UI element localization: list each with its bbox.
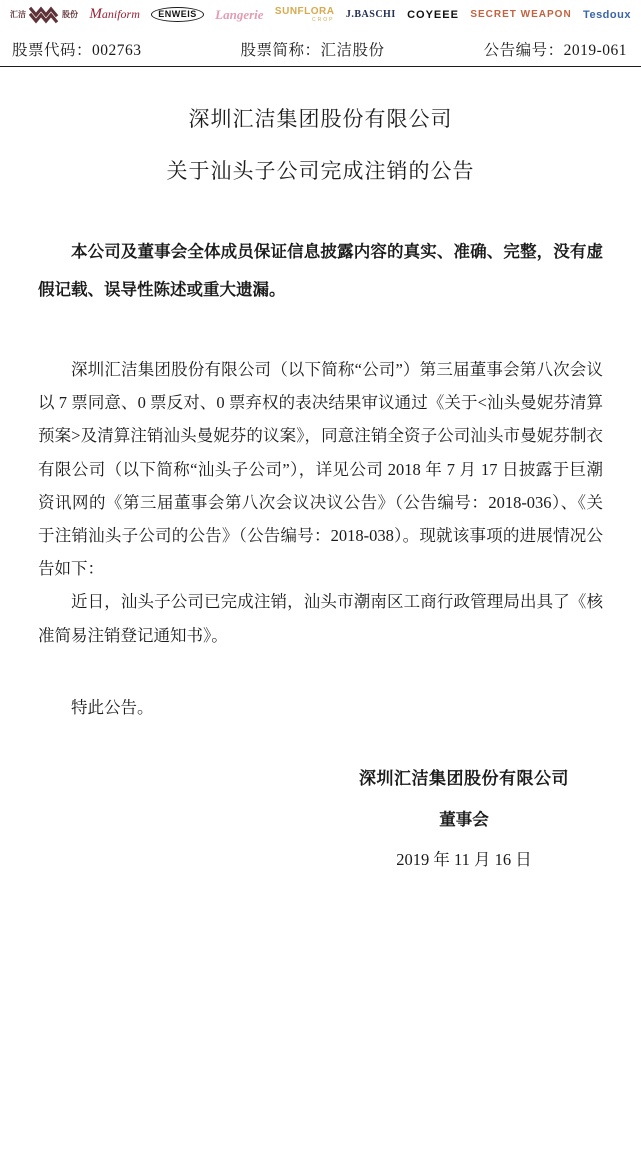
signature-date: 2019 年 11 月 16 日 [396, 849, 532, 869]
sunflora-logo-label: SUNFLORA [274, 5, 335, 17]
announcement-title: 关于汕头子公司完成注销的公告 [166, 159, 475, 183]
huijie-logo [10, 6, 78, 24]
signature-company: 深圳汇洁集团股份有限公司 [359, 768, 569, 788]
closing-statement: 特此公告。 [71, 697, 154, 717]
stock-code: 股票代码：002763 [12, 42, 142, 59]
brand-header [0, 0, 641, 26]
signature-board: 董事会 [439, 809, 489, 829]
stock-info-line [0, 26, 641, 64]
sunflora-logo-subtext: CROP [312, 16, 335, 23]
signature-block [359, 764, 569, 870]
coyeee-logo: COYEEE [407, 8, 459, 21]
enweis-logo: ENWEIS [151, 7, 204, 22]
announcement-number: 公告编号：2019-061 [483, 42, 627, 59]
body-paragraph-1: 深圳汇洁集团股份有限公司（以下简称“公司”）第三届董事会第八次会议以 7 票同意、0 票反对、0 票弃权的表决结果审议通过《关于<汕头曼妮芬清算预案>及清算注销汕头曼妮芬的议案》，同意注销全资子公司汕头市曼妮芬制衣有限公司（以下简称“汕头子公司”），详见公司 2018 年 7 月 17 日披露于巨潮资讯网的《第三届董事会第八次会议决议公告》（公告编号：2018-036）、《关于注销汕头子公司的公告》（公告编号：2018-038）。现就该事项的进展情况公告如下： [38, 360, 603, 579]
sunflora-logo [275, 7, 335, 23]
huijie-mark-icon [29, 6, 59, 24]
company-title: 深圳汇洁集团股份有限公司 [188, 107, 453, 131]
maniform-logo: Maniform [89, 6, 140, 22]
secret-weapon-logo: SECRET WEAPON [470, 9, 572, 20]
langerie-logo: Langerie [215, 6, 264, 22]
huijie-logo-right-label: 股份 [62, 10, 78, 19]
stock-abbr: 股票简称：汇洁股份 [240, 42, 385, 59]
body-paragraph-2: 近日，汕头子公司已完成注销，汕头市潮南区工商行政管理局出具了《核准简易注销登记通知书》。 [38, 592, 603, 645]
tesdoux-logo: Tesdoux [583, 8, 631, 21]
huijie-logo-left-label: 汇洁 [10, 10, 26, 19]
disclaimer-paragraph: 本公司及董事会全体成员保证信息披露内容的真实、准确、完整，没有虚假记载、误导性陈述或重大遗漏。 [38, 242, 603, 299]
jbaschi-logo: J.BASCHI [345, 9, 396, 20]
